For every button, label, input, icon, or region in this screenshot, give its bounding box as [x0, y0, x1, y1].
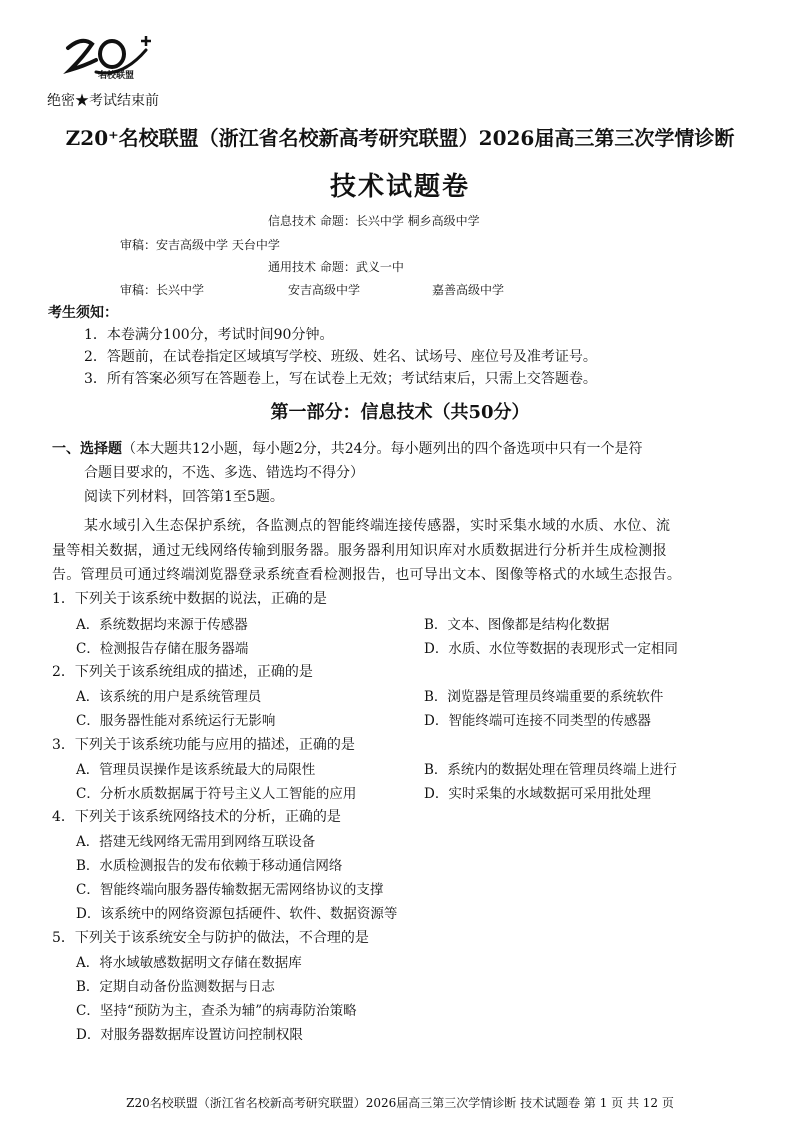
passage-line-2: 量等相关数据，通过无线网络传输到服务器。服务器利用知识库对水质数据进行分析并生成检测报 — [52, 543, 667, 559]
exam-main-title: Z20⁺名校联盟（浙江省名校新高考研究联盟）2026届高三第三次学情诊断 — [65, 126, 735, 150]
question-3-stem: 3．下列关于该系统功能与应用的描述，正确的是 — [52, 737, 355, 753]
credit-info-tech-reviewers: 审稿：安吉高级中学 天台中学 — [120, 238, 280, 252]
question-1-stem: 1．下列关于该系统中数据的说法，正确的是 — [52, 591, 327, 607]
question-5-option-a: A．将水域敏感数据明文存储在数据库 — [76, 955, 302, 971]
question-3-option-c: C．分析水质数据属于符号主义人工智能的应用 — [76, 786, 357, 802]
question-4-option-d: D．该系统中的网络资源包括硬件、软件、数据资源等 — [76, 906, 398, 922]
section-intro-2: 合题目要求的，不选、多选、错选均不得分） — [84, 465, 364, 481]
credit-general-tech-reviewer-2: 安吉高级中学 — [288, 283, 361, 297]
notice-item-3: 3．所有答案必须写在答题卷上，写在试卷上无效；考试结束后，只需上交答题卷。 — [84, 371, 597, 387]
question-4-option-c: C．智能终端向服务器传输数据无需网络协议的支撑 — [76, 882, 384, 898]
paper-title: 技术试题卷 — [329, 172, 470, 202]
question-5-stem: 5．下列关于该系统安全与防护的做法，不合理的是 — [52, 930, 369, 946]
credit-general-tech-reviewer-1: 审稿：长兴中学 — [120, 283, 205, 297]
question-3-option-b: B．系统内的数据处理在管理员终端上进行 — [424, 762, 677, 778]
question-1-option-b: B．文本、图像都是结构化数据 — [424, 617, 610, 633]
confidential-label: 绝密★考试结束前 — [47, 93, 159, 109]
credit-general-tech-authors: 通用技术 命题：武义一中 — [268, 260, 404, 274]
question-5-option-d: D．对服务器数据库设置访问控制权限 — [76, 1027, 303, 1043]
question-2-option-d: D．智能终端可连接不同类型的传感器 — [424, 713, 651, 729]
section-intro-1: （本大题共12小题，每小题2分，共24分。每小题列出的四个备选项中只有一个是符 — [122, 441, 643, 457]
z20-logo-icon — [62, 30, 162, 92]
question-2-option-c: C．服务器性能对系统运行无影响 — [76, 713, 276, 729]
question-3-option-a: A．管理员误操作是该系统最大的局限性 — [76, 762, 316, 778]
question-1-option-d: D．水质、水位等数据的表现形式一定相同 — [424, 641, 678, 657]
question-2-option-b: B．浏览器是管理员终端重要的系统软件 — [424, 689, 664, 705]
passage-line-1: 某水域引入生态保护系统，各监测点的智能终端连接传感器，实时采集水域的水质、水位、流 — [84, 518, 671, 534]
question-5-option-b: B．定期自动备份监测数据与日志 — [76, 979, 275, 995]
question-5-option-c: C．坚持“预防为主，查杀为辅”的病毒防治策略 — [76, 1003, 357, 1019]
question-1-option-c: C．检测报告存储在服务器端 — [76, 641, 249, 657]
question-3-option-d: D．实时采集的水域数据可采用批处理 — [424, 786, 651, 802]
question-2-option-a: A．该系统的用户是系统管理员 — [76, 689, 262, 705]
passage-line-3: 告。管理员可通过终端浏览器登录系统查看检测报告，也可导出文本、图像等格式的水域生态报告。 — [52, 567, 682, 583]
question-4-option-b: B．水质检测报告的发布依赖于移动通信网络 — [76, 858, 343, 874]
notice-item-1: 1．本卷满分100分，考试时间90分钟。 — [84, 327, 334, 343]
section-heading: 一、选择题 — [52, 441, 122, 457]
notice-item-2: 2．答题前，在试卷指定区域填写学校、班级、姓名、试场号、座位号及准考证号。 — [84, 349, 597, 365]
credit-info-tech-authors: 信息技术 命题：长兴中学 桐乡高级中学 — [268, 214, 480, 228]
credit-general-tech-reviewer-3: 嘉善高级中学 — [432, 283, 505, 297]
reading-hint: 阅读下列材料，回答第1至5题。 — [84, 489, 284, 505]
section-intro-line-1 — [52, 438, 643, 458]
notice-heading: 考生须知： — [48, 305, 118, 321]
question-4-stem: 4．下列关于该系统网络技术的分析，正确的是 — [52, 809, 341, 825]
question-1-option-a: A．系统数据均来源于传感器 — [76, 617, 248, 633]
page-footer: Z20名校联盟（浙江省名校新高考研究联盟）2026届高三第三次学情诊断 技术试题卷 第 1 页 共 12 页 — [126, 1096, 674, 1110]
question-2-stem: 2．下列关于该系统组成的描述，正确的是 — [52, 664, 313, 680]
part-one-title: 第一部分：信息技术（共50分） — [270, 402, 530, 423]
question-4-option-a: A．搭建无线网络无需用到网络互联设备 — [76, 834, 316, 850]
logo-label: 名校联盟 — [98, 71, 135, 81]
